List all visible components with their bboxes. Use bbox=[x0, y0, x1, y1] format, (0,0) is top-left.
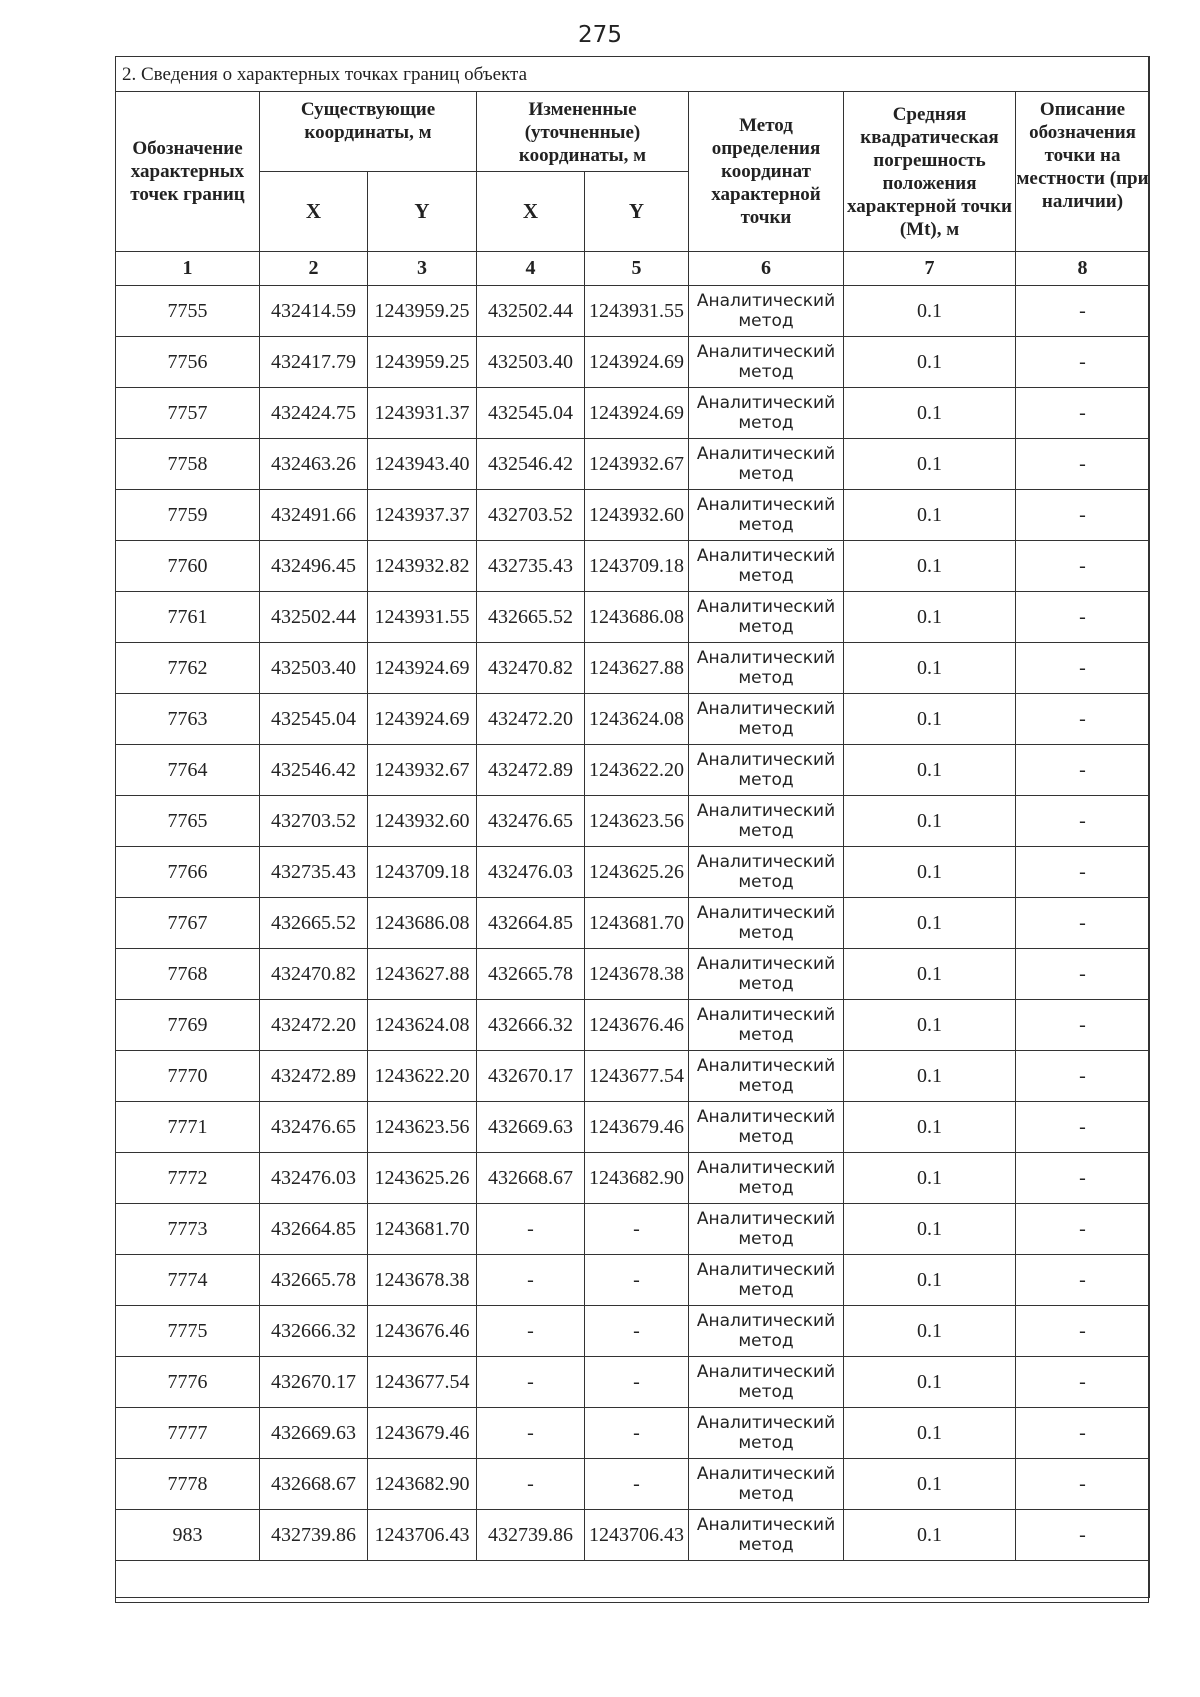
changed-y-cell: 1243679.46 bbox=[585, 1102, 689, 1153]
changed-x-cell: 432669.63 bbox=[477, 1102, 585, 1153]
description-cell: - bbox=[1016, 1510, 1150, 1561]
table-row bbox=[116, 1051, 1150, 1102]
changed-y-cell: 1243623.56 bbox=[585, 796, 689, 847]
changed-x-cell: 432476.65 bbox=[477, 796, 585, 847]
changed-y-cell: 1243932.60 bbox=[585, 490, 689, 541]
existing-y-cell: 1243679.46 bbox=[368, 1408, 477, 1459]
table-row bbox=[116, 796, 1150, 847]
table-row bbox=[116, 1408, 1150, 1459]
page-number: 275 bbox=[578, 22, 622, 48]
point-id-cell: 7762 bbox=[116, 643, 260, 694]
point-id-cell: 7757 bbox=[116, 388, 260, 439]
changed-y-cell: 1243676.46 bbox=[585, 1000, 689, 1051]
point-id-cell: 7766 bbox=[116, 847, 260, 898]
method-cell: Аналитический метод bbox=[689, 490, 844, 541]
point-id-cell: 7778 bbox=[116, 1459, 260, 1510]
changed-x-cell: 432546.42 bbox=[477, 439, 585, 490]
existing-x-cell: 432664.85 bbox=[260, 1204, 368, 1255]
existing-x-cell: 432417.79 bbox=[260, 337, 368, 388]
header-method: Метод определения координат характерной точки bbox=[689, 92, 844, 252]
method-cell: Аналитический метод bbox=[689, 1306, 844, 1357]
description-cell: - bbox=[1016, 745, 1150, 796]
changed-x-cell: 432666.32 bbox=[477, 1000, 585, 1051]
mean-error-cell: 0.1 bbox=[844, 898, 1016, 949]
description-cell: - bbox=[1016, 898, 1150, 949]
changed-y-cell: 1243681.70 bbox=[585, 898, 689, 949]
existing-x-cell: 432424.75 bbox=[260, 388, 368, 439]
table-row bbox=[116, 1306, 1150, 1357]
existing-y-cell: 1243924.69 bbox=[368, 643, 477, 694]
column-number: 8 bbox=[1016, 252, 1150, 286]
description-cell: - bbox=[1016, 643, 1150, 694]
mean-error-cell: 0.1 bbox=[844, 847, 1016, 898]
existing-y-cell: 1243932.82 bbox=[368, 541, 477, 592]
changed-y-cell: 1243924.69 bbox=[585, 388, 689, 439]
point-id-cell: 7777 bbox=[116, 1408, 260, 1459]
mean-error-cell: 0.1 bbox=[844, 541, 1016, 592]
header-changed-y: Y bbox=[585, 172, 689, 252]
method-cell: Аналитический метод bbox=[689, 388, 844, 439]
table-row bbox=[116, 898, 1150, 949]
point-id-cell: 7771 bbox=[116, 1102, 260, 1153]
changed-y-cell: 1243625.26 bbox=[585, 847, 689, 898]
changed-x-cell: - bbox=[477, 1357, 585, 1408]
table-row bbox=[116, 592, 1150, 643]
method-cell: Аналитический метод bbox=[689, 286, 844, 337]
method-cell: Аналитический метод bbox=[689, 745, 844, 796]
description-cell: - bbox=[1016, 388, 1150, 439]
description-cell: - bbox=[1016, 1255, 1150, 1306]
existing-y-cell: 1243678.38 bbox=[368, 1255, 477, 1306]
existing-y-cell: 1243686.08 bbox=[368, 898, 477, 949]
column-number: 3 bbox=[368, 252, 477, 286]
changed-y-cell: 1243624.08 bbox=[585, 694, 689, 745]
method-cell: Аналитический метод bbox=[689, 592, 844, 643]
mean-error-cell: 0.1 bbox=[844, 388, 1016, 439]
table-row bbox=[116, 745, 1150, 796]
description-cell: - bbox=[1016, 796, 1150, 847]
changed-x-cell: 432665.52 bbox=[477, 592, 585, 643]
existing-x-cell: 432670.17 bbox=[260, 1357, 368, 1408]
existing-y-cell: 1243624.08 bbox=[368, 1000, 477, 1051]
changed-y-cell: 1243931.55 bbox=[585, 286, 689, 337]
changed-y-cell: 1243622.20 bbox=[585, 745, 689, 796]
point-id-cell: 7756 bbox=[116, 337, 260, 388]
method-cell: Аналитический метод bbox=[689, 1255, 844, 1306]
mean-error-cell: 0.1 bbox=[844, 796, 1016, 847]
table-row bbox=[116, 1000, 1150, 1051]
table-row bbox=[116, 541, 1150, 592]
changed-y-cell: 1243706.43 bbox=[585, 1510, 689, 1561]
point-id-cell: 983 bbox=[116, 1510, 260, 1561]
method-cell: Аналитический метод bbox=[689, 1204, 844, 1255]
existing-x-cell: 432735.43 bbox=[260, 847, 368, 898]
method-cell: Аналитический метод bbox=[689, 694, 844, 745]
method-cell: Аналитический метод bbox=[689, 439, 844, 490]
mean-error-cell: 0.1 bbox=[844, 1306, 1016, 1357]
method-cell: Аналитический метод bbox=[689, 847, 844, 898]
existing-y-cell: 1243932.60 bbox=[368, 796, 477, 847]
existing-x-cell: 432476.03 bbox=[260, 1153, 368, 1204]
point-id-cell: 7760 bbox=[116, 541, 260, 592]
changed-y-cell: - bbox=[585, 1408, 689, 1459]
mean-error-cell: 0.1 bbox=[844, 745, 1016, 796]
point-id-cell: 7772 bbox=[116, 1153, 260, 1204]
changed-y-cell: - bbox=[585, 1459, 689, 1510]
description-cell: - bbox=[1016, 1408, 1150, 1459]
changed-y-cell: 1243932.67 bbox=[585, 439, 689, 490]
method-cell: Аналитический метод bbox=[689, 1408, 844, 1459]
existing-x-cell: 432476.65 bbox=[260, 1102, 368, 1153]
empty-cell bbox=[116, 1561, 1150, 1598]
column-number: 7 bbox=[844, 252, 1016, 286]
point-id-cell: 7755 bbox=[116, 286, 260, 337]
mean-error-cell: 0.1 bbox=[844, 1051, 1016, 1102]
changed-y-cell: - bbox=[585, 1255, 689, 1306]
existing-y-cell: 1243959.25 bbox=[368, 286, 477, 337]
description-cell: - bbox=[1016, 1000, 1150, 1051]
changed-x-cell: 432502.44 bbox=[477, 286, 585, 337]
existing-x-cell: 432491.66 bbox=[260, 490, 368, 541]
existing-x-cell: 432665.78 bbox=[260, 1255, 368, 1306]
mean-error-cell: 0.1 bbox=[844, 439, 1016, 490]
mean-error-cell: 0.1 bbox=[844, 490, 1016, 541]
point-id-cell: 7761 bbox=[116, 592, 260, 643]
changed-x-cell: 432545.04 bbox=[477, 388, 585, 439]
description-cell: - bbox=[1016, 949, 1150, 1000]
table-row bbox=[116, 1357, 1150, 1408]
point-id-cell: 7763 bbox=[116, 694, 260, 745]
description-cell: - bbox=[1016, 694, 1150, 745]
existing-y-cell: 1243681.70 bbox=[368, 1204, 477, 1255]
changed-x-cell: - bbox=[477, 1408, 585, 1459]
changed-x-cell: 432476.03 bbox=[477, 847, 585, 898]
point-id-cell: 7773 bbox=[116, 1204, 260, 1255]
changed-x-cell: - bbox=[477, 1204, 585, 1255]
changed-x-cell: 432670.17 bbox=[477, 1051, 585, 1102]
point-id-cell: 7776 bbox=[116, 1357, 260, 1408]
existing-x-cell: 432703.52 bbox=[260, 796, 368, 847]
existing-x-cell: 432502.44 bbox=[260, 592, 368, 643]
table-row bbox=[116, 439, 1150, 490]
table-row bbox=[116, 1153, 1150, 1204]
mean-error-cell: 0.1 bbox=[844, 592, 1016, 643]
mean-error-cell: 0.1 bbox=[844, 1459, 1016, 1510]
changed-x-cell: 432703.52 bbox=[477, 490, 585, 541]
table-row bbox=[116, 1102, 1150, 1153]
existing-y-cell: 1243937.37 bbox=[368, 490, 477, 541]
existing-y-cell: 1243924.69 bbox=[368, 694, 477, 745]
mean-error-cell: 0.1 bbox=[844, 643, 1016, 694]
changed-x-cell: 432470.82 bbox=[477, 643, 585, 694]
header-existing-x: X bbox=[260, 172, 368, 252]
table-row bbox=[116, 1255, 1150, 1306]
mean-error-cell: 0.1 bbox=[844, 286, 1016, 337]
point-id-cell: 7759 bbox=[116, 490, 260, 541]
existing-x-cell: 432669.63 bbox=[260, 1408, 368, 1459]
column-number: 4 bbox=[477, 252, 585, 286]
mean-error-cell: 0.1 bbox=[844, 1408, 1016, 1459]
mean-error-cell: 0.1 bbox=[844, 1510, 1016, 1561]
method-cell: Аналитический метод bbox=[689, 1000, 844, 1051]
table-row bbox=[116, 847, 1150, 898]
point-id-cell: 7769 bbox=[116, 1000, 260, 1051]
method-cell: Аналитический метод bbox=[689, 1153, 844, 1204]
table-row bbox=[116, 1459, 1150, 1510]
point-id-cell: 7768 bbox=[116, 949, 260, 1000]
changed-x-cell: - bbox=[477, 1255, 585, 1306]
column-number: 1 bbox=[116, 252, 260, 286]
changed-y-cell: 1243924.69 bbox=[585, 337, 689, 388]
point-id-cell: 7775 bbox=[116, 1306, 260, 1357]
changed-y-cell: 1243682.90 bbox=[585, 1153, 689, 1204]
header-existing-y: Y bbox=[368, 172, 477, 252]
description-cell: - bbox=[1016, 847, 1150, 898]
method-cell: Аналитический метод bbox=[689, 1051, 844, 1102]
existing-y-cell: 1243627.88 bbox=[368, 949, 477, 1000]
header-existing-coordinates: Существующие координаты, м bbox=[260, 92, 477, 172]
point-id-cell: 7767 bbox=[116, 898, 260, 949]
column-number: 6 bbox=[689, 252, 844, 286]
description-cell: - bbox=[1016, 592, 1150, 643]
changed-y-cell: - bbox=[585, 1357, 689, 1408]
existing-x-cell: 432545.04 bbox=[260, 694, 368, 745]
description-cell: - bbox=[1016, 1459, 1150, 1510]
changed-x-cell: - bbox=[477, 1459, 585, 1510]
description-cell: - bbox=[1016, 337, 1150, 388]
method-cell: Аналитический метод bbox=[689, 949, 844, 1000]
description-cell: - bbox=[1016, 541, 1150, 592]
description-cell: - bbox=[1016, 1306, 1150, 1357]
changed-y-cell: 1243678.38 bbox=[585, 949, 689, 1000]
boundary-points-table bbox=[115, 56, 1150, 1598]
point-id-cell: 7774 bbox=[116, 1255, 260, 1306]
table-row bbox=[116, 337, 1150, 388]
table-row bbox=[116, 949, 1150, 1000]
mean-error-cell: 0.1 bbox=[844, 337, 1016, 388]
point-id-cell: 7758 bbox=[116, 439, 260, 490]
method-cell: Аналитический метод bbox=[689, 898, 844, 949]
description-cell: - bbox=[1016, 1153, 1150, 1204]
existing-x-cell: 432414.59 bbox=[260, 286, 368, 337]
changed-x-cell: 432472.20 bbox=[477, 694, 585, 745]
table-row bbox=[116, 694, 1150, 745]
point-id-cell: 7764 bbox=[116, 745, 260, 796]
changed-x-cell: - bbox=[477, 1306, 585, 1357]
changed-y-cell: 1243677.54 bbox=[585, 1051, 689, 1102]
existing-y-cell: 1243677.54 bbox=[368, 1357, 477, 1408]
header-description: Описание обозначения точки на местности (при наличии) bbox=[1016, 92, 1150, 252]
existing-y-cell: 1243959.25 bbox=[368, 337, 477, 388]
existing-y-cell: 1243931.37 bbox=[368, 388, 477, 439]
mean-error-cell: 0.1 bbox=[844, 1102, 1016, 1153]
table-body bbox=[116, 286, 1150, 1598]
changed-x-cell: 432735.43 bbox=[477, 541, 585, 592]
method-cell: Аналитический метод bbox=[689, 1510, 844, 1561]
header-changed-x: X bbox=[477, 172, 585, 252]
existing-y-cell: 1243625.26 bbox=[368, 1153, 477, 1204]
existing-y-cell: 1243931.55 bbox=[368, 592, 477, 643]
method-cell: Аналитический метод bbox=[689, 1459, 844, 1510]
description-cell: - bbox=[1016, 1102, 1150, 1153]
changed-y-cell: 1243686.08 bbox=[585, 592, 689, 643]
existing-y-cell: 1243932.67 bbox=[368, 745, 477, 796]
description-cell: - bbox=[1016, 439, 1150, 490]
existing-x-cell: 432546.42 bbox=[260, 745, 368, 796]
mean-error-cell: 0.1 bbox=[844, 1255, 1016, 1306]
changed-y-cell: - bbox=[585, 1204, 689, 1255]
existing-y-cell: 1243706.43 bbox=[368, 1510, 477, 1561]
method-cell: Аналитический метод bbox=[689, 1102, 844, 1153]
changed-x-cell: 432668.67 bbox=[477, 1153, 585, 1204]
table-row bbox=[116, 1204, 1150, 1255]
header-changed-coordinates: Измененные (уточненные) координаты, м bbox=[477, 92, 689, 172]
existing-x-cell: 432503.40 bbox=[260, 643, 368, 694]
changed-x-cell: 432665.78 bbox=[477, 949, 585, 1000]
existing-y-cell: 1243709.18 bbox=[368, 847, 477, 898]
existing-x-cell: 432470.82 bbox=[260, 949, 368, 1000]
changed-y-cell: 1243627.88 bbox=[585, 643, 689, 694]
method-cell: Аналитический метод bbox=[689, 337, 844, 388]
mean-error-cell: 0.1 bbox=[844, 1204, 1016, 1255]
mean-error-cell: 0.1 bbox=[844, 949, 1016, 1000]
table-row bbox=[116, 1510, 1150, 1561]
description-cell: - bbox=[1016, 1051, 1150, 1102]
method-cell: Аналитический метод bbox=[689, 643, 844, 694]
existing-y-cell: 1243682.90 bbox=[368, 1459, 477, 1510]
existing-x-cell: 432739.86 bbox=[260, 1510, 368, 1561]
changed-y-cell: 1243709.18 bbox=[585, 541, 689, 592]
existing-x-cell: 432472.20 bbox=[260, 1000, 368, 1051]
existing-x-cell: 432665.52 bbox=[260, 898, 368, 949]
changed-x-cell: 432472.89 bbox=[477, 745, 585, 796]
description-cell: - bbox=[1016, 490, 1150, 541]
table-row bbox=[116, 388, 1150, 439]
point-id-cell: 7765 bbox=[116, 796, 260, 847]
mean-error-cell: 0.1 bbox=[844, 1000, 1016, 1051]
table-caption: 2. Сведения о характерных точках границ объекта bbox=[116, 57, 1150, 92]
description-cell: - bbox=[1016, 1357, 1150, 1408]
existing-y-cell: 1243676.46 bbox=[368, 1306, 477, 1357]
changed-x-cell: 432739.86 bbox=[477, 1510, 585, 1561]
header-mean-error: Средняя квадратическая погрешность положения характерной точки (Mt), м bbox=[844, 92, 1016, 252]
existing-x-cell: 432472.89 bbox=[260, 1051, 368, 1102]
existing-y-cell: 1243943.40 bbox=[368, 439, 477, 490]
changed-y-cell: - bbox=[585, 1306, 689, 1357]
existing-x-cell: 432666.32 bbox=[260, 1306, 368, 1357]
existing-x-cell: 432496.45 bbox=[260, 541, 368, 592]
method-cell: Аналитический метод bbox=[689, 1357, 844, 1408]
mean-error-cell: 0.1 bbox=[844, 1153, 1016, 1204]
column-number: 2 bbox=[260, 252, 368, 286]
changed-x-cell: 432503.40 bbox=[477, 337, 585, 388]
description-cell: - bbox=[1016, 1204, 1150, 1255]
table-row bbox=[116, 490, 1150, 541]
existing-y-cell: 1243623.56 bbox=[368, 1102, 477, 1153]
existing-x-cell: 432668.67 bbox=[260, 1459, 368, 1510]
table-row bbox=[116, 643, 1150, 694]
header-point-designation: Обозначение характерных точек границ bbox=[116, 92, 260, 252]
changed-x-cell: 432664.85 bbox=[477, 898, 585, 949]
point-id-cell: 7770 bbox=[116, 1051, 260, 1102]
method-cell: Аналитический метод bbox=[689, 796, 844, 847]
existing-y-cell: 1243622.20 bbox=[368, 1051, 477, 1102]
mean-error-cell: 0.1 bbox=[844, 1357, 1016, 1408]
method-cell: Аналитический метод bbox=[689, 541, 844, 592]
empty-row bbox=[116, 1561, 1150, 1598]
description-cell: - bbox=[1016, 286, 1150, 337]
table-row bbox=[116, 286, 1150, 337]
existing-x-cell: 432463.26 bbox=[260, 439, 368, 490]
mean-error-cell: 0.1 bbox=[844, 694, 1016, 745]
column-number: 5 bbox=[585, 252, 689, 286]
